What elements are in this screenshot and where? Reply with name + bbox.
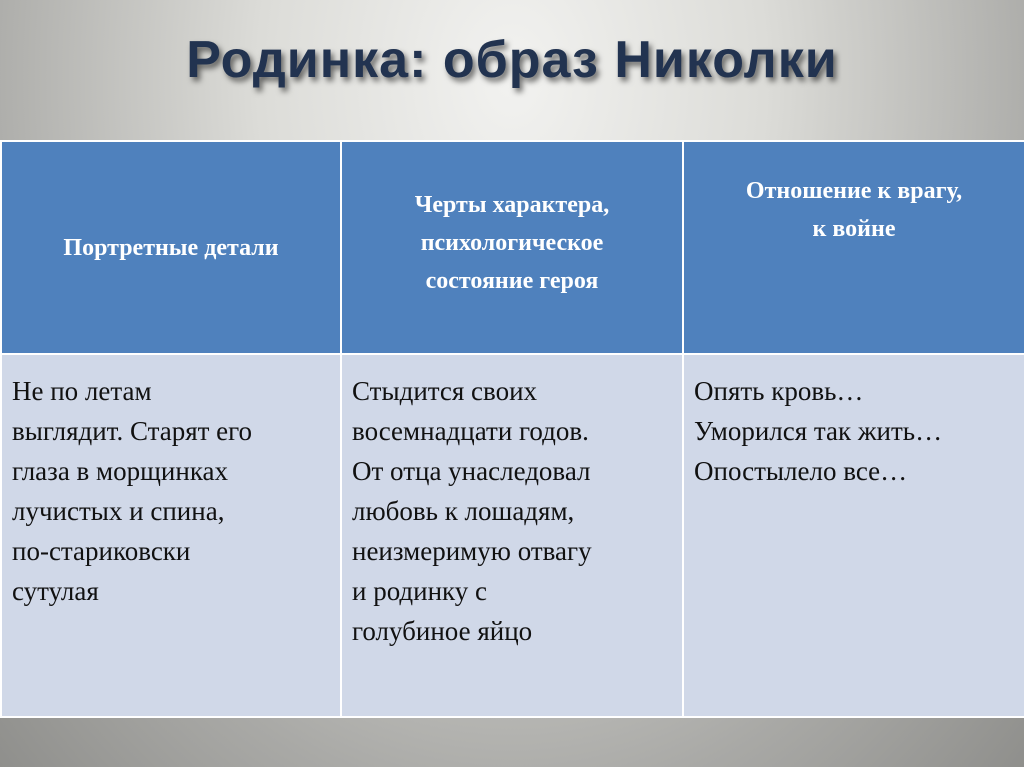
- cell-line: Уморился так жить…: [694, 416, 943, 446]
- header-portrait-details: [1, 141, 341, 354]
- cell-line: неизмеримую отвагу: [352, 536, 592, 566]
- header-line: Портретные детали: [63, 234, 279, 261]
- cell-line: лучистых и спина,: [12, 496, 225, 526]
- cell-attitude-to-war: [683, 354, 1024, 717]
- cell-line: сутулая: [12, 576, 99, 606]
- cell-line: выглядит. Старят его: [12, 416, 253, 446]
- cell-line: глаза в морщинках: [12, 456, 229, 486]
- cell-line: восемнадцати годов.: [352, 416, 589, 446]
- cell-line: и родинку с: [352, 576, 488, 606]
- header-line: к войне: [812, 216, 896, 242]
- slide-title: Родинка: образ Николки: [186, 31, 838, 89]
- cell-line: Опять кровь…: [694, 376, 864, 406]
- cell-portrait-details: [1, 354, 341, 717]
- table-row: [1, 354, 1024, 717]
- header-line: состояние героя: [425, 267, 599, 294]
- table-header-row: [1, 141, 1024, 354]
- header-line: Черты характера,: [414, 191, 610, 218]
- cell-line: Опостылело все…: [694, 456, 908, 486]
- cell-line: по-стариковски: [12, 536, 191, 566]
- header-line: Отношение к врагу,: [745, 178, 963, 204]
- cell-character-traits: [341, 354, 683, 717]
- cell-line: голубиное яйцо: [352, 616, 533, 646]
- cell-line: Не по летам: [12, 376, 152, 406]
- cell-line: От отца унаследовал: [352, 456, 591, 486]
- cell-line: Стыдится своих: [352, 376, 538, 406]
- header-line: психологическое: [420, 229, 604, 256]
- cell-line: любовь к лошадям,: [352, 496, 575, 526]
- character-table: [0, 140, 1024, 718]
- header-character-traits: [341, 141, 683, 354]
- header-attitude-to-war: [683, 141, 1024, 354]
